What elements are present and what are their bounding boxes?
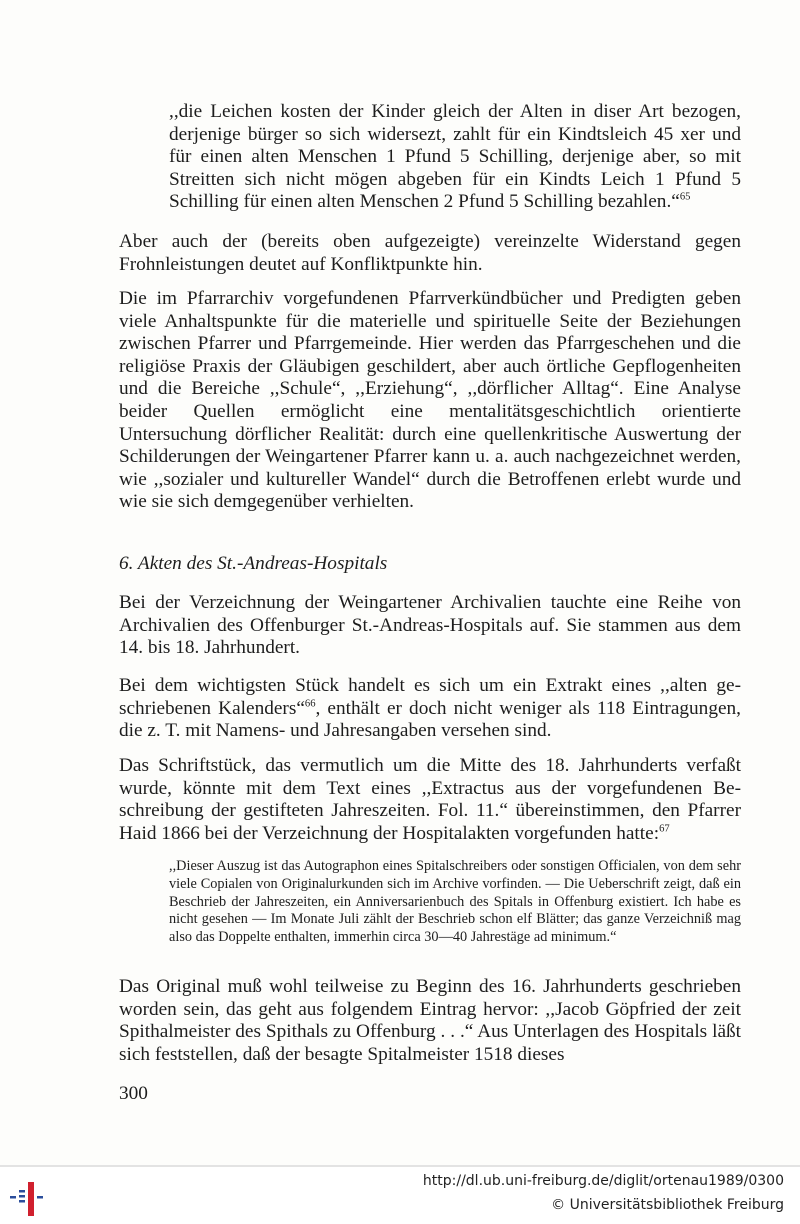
quote-text: ,,die Leichen kosten der Kinder gleich der Alten in diser Art bezogen, derjenige bürger so sich widersezt, zahlt für ein Kindtsleich 45 xer und für einen alten Menschen 1 Pfund 5 Schilling, derjenige aber, so mit Streitten sich nicht mögen abgeben für ein Kindts Leich 1 Pfund 5 Schilling für einen alten Menschen 2 Pfund 5 Schilling bezahlen.“ xyxy=(169,101,741,213)
paragraph-widerstand xyxy=(119,231,741,276)
block-quote-auszug xyxy=(169,858,741,947)
paragraph-text: Die im Pfarrarchiv vorgefundenen Pfarrverkündbücher und Predigten geben viele Anhaltspunkte für die materielle und spirituelle Seite der Beziehungen zwischen Pfarrer und Pfarrgemeinde. Hier werden das Pfarrgeschehen und die religiöse Praxis der Gläubigen geschildert, aber auch örtliche Gepflogenheiten und die Bereiche ,,Schule“, ,,Erziehung“, ,,dörflicher Alltag“. Eine Analyse beider Quellen ermöglicht eine mentalitätsgeschichtlich orientierte Untersuchung dörflicher Realität: durch eine quellenkritische Auswertung der Schilderungen der Weingartener Pfarrer kann u. a. auch nachgezeichnet werden, wie ,,sozialer und kultureller Wandel“ durch die Betroffenen erlebt wurde und wie sie sich demgegenüber verhielten. xyxy=(119,288,741,513)
paragraph-text xyxy=(119,675,741,743)
paragraph-pfarrarchiv xyxy=(119,288,741,514)
footnote-marker-66: 66 xyxy=(304,698,316,710)
paragraph-text-part: Bei dem wichtigsten Stück handelt es sich um ein Extrakt eines ,,alten geschriebenen Kalenders“ xyxy=(119,675,741,719)
footnote-marker-65: 65 xyxy=(679,191,691,203)
paragraph-text xyxy=(119,755,741,845)
page-number: 300 xyxy=(119,1083,148,1104)
quote-text: ,,Dieser Auszug ist das Autographon eines Spitalschreibers oder sonstigen Officialen, von dem sehr viele Copialen von Originalurkunden sich im Archive vorfinden. — Die Ueberschrift zeigt, daß ein Beschrieb der Jahreszeiten, ein Anniversarienbuch des Spitals in Offenburg existiert. Ich habe es nicht gesehen — Im Monate Juli zählt der Beschrieb schon elf Blätter; das ganze Verzeichniß mag also das Doppelte enthalten, immerhin circa 30—40 Jahrestäge ad minimum.“ xyxy=(169,858,741,946)
paragraph-text-part: , enthält er doch nicht weniger als 118 Eintragungen, die z. T. mit Namens- und Jahresangaben versehen sind. xyxy=(119,697,741,742)
block-quote-leichen xyxy=(169,101,741,214)
paragraph-schriftstueck xyxy=(119,755,741,845)
paragraph-text: Bei der Verzeichnung der Weingartener Archivalien tauchte eine Reihe von Archivalien des Offenburger St.-Andreas-Hospitals auf. Sie stammen aus dem 14. bis 18. Jahrhundert. xyxy=(119,592,741,659)
paragraph-text: Aber auch der (bereits oben aufgezeigte) vereinzelte Widerstand gegen Frohnleistungen deutet auf Konfliktpunkte hin. xyxy=(119,231,741,275)
footer-divider xyxy=(0,1165,800,1167)
paragraph-verzeichnung xyxy=(119,592,741,660)
footnote-marker-67: 67 xyxy=(659,823,670,835)
paragraph-kalender xyxy=(119,675,741,743)
paragraph-text-part: Das Schriftstück, das vermutlich um die Mitte des 18. Jahrhunderts verfaßt wurde, könnte mit dem Text eines ,,Extractus aus der vorgefundenen Beschreibung der gestifteten Jahreszeiten. Fol. 11.“ übereinstimmen, den Pfarrer Haid 1866 bei der Verzeichnung der Hospitalakten vorgefunden hatte: xyxy=(119,755,741,844)
section-heading: 6. Akten des St.-Andreas-Hospitals xyxy=(119,553,388,574)
source-url[interactable]: http://dl.ub.uni-freiburg.de/diglit/ortenau1989/0300 xyxy=(422,1173,784,1189)
paragraph-original xyxy=(119,976,741,1066)
footer-bar xyxy=(0,1165,800,1224)
ub-freiburg-logo-icon xyxy=(8,1176,48,1218)
paragraph-text: Das Original muß wohl teilweise zu Beginn des 16. Jahrhunderts geschrieben worden sein, das geht aus folgendem Eintrag hervor: ,,Jacob Göpfried der zeit Spithalmeister des Spithals zu Offenburg . . .“ Aus Unterlagen des Hospitals läßt sich feststellen, daß der besagte Spitalmeister 1518 dieses xyxy=(119,976,741,1065)
copyright-notice: © Universitätsbibliothek Freiburg xyxy=(551,1197,784,1213)
